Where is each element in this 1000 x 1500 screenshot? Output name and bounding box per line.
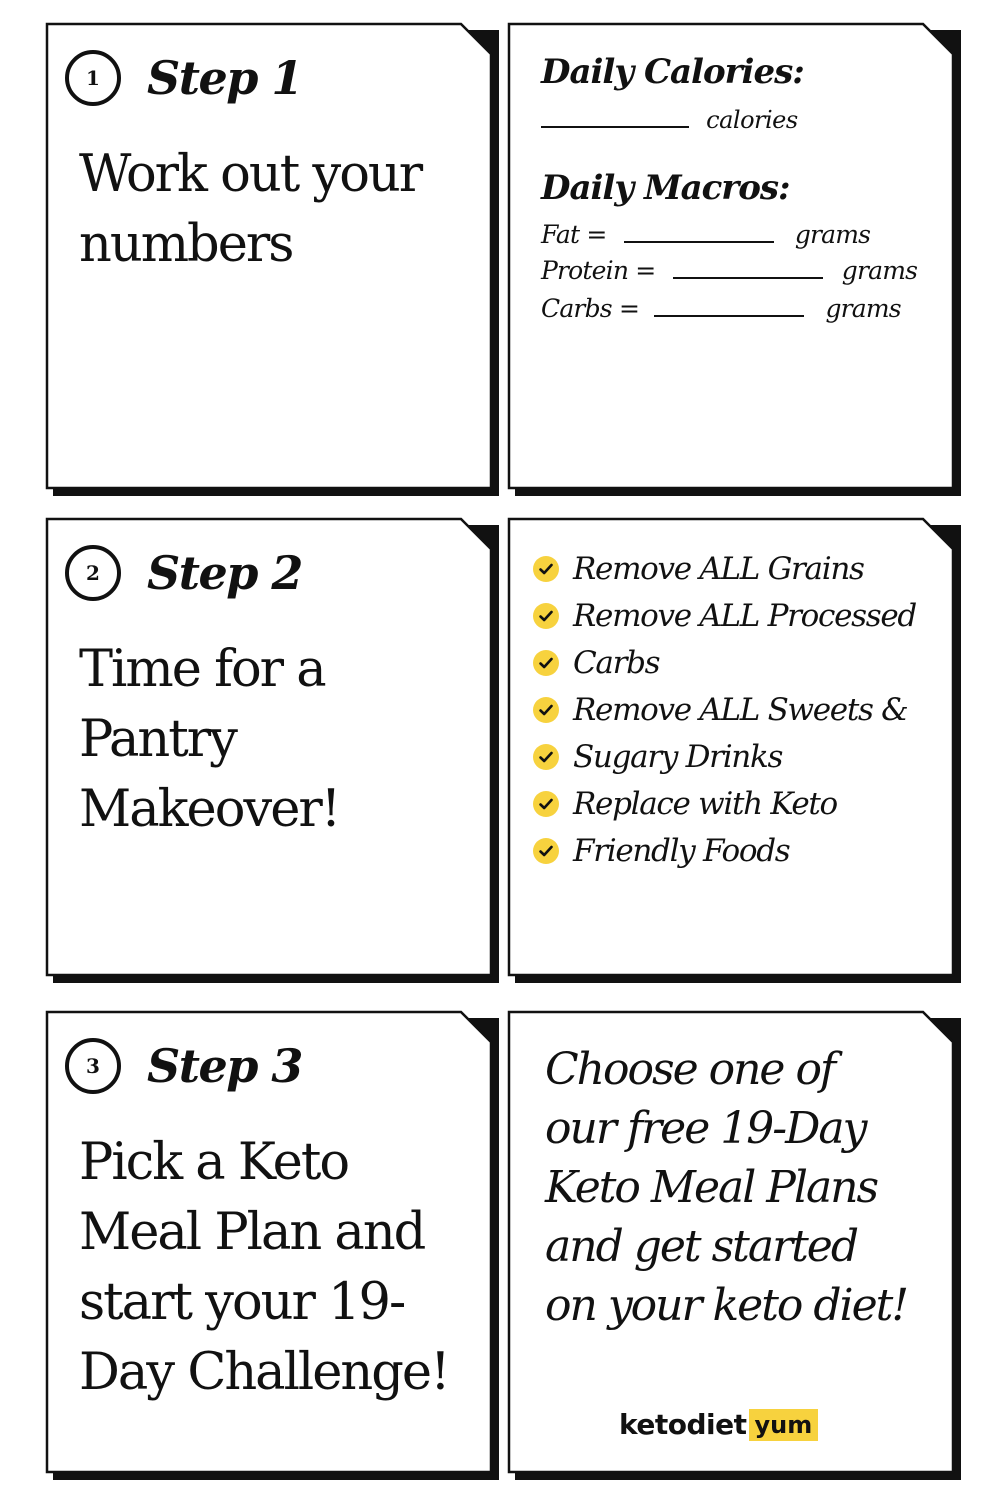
checklist-item-label: Sugary Drinks xyxy=(573,738,783,775)
macro-unit: grams xyxy=(825,294,901,323)
macro-row-carbs xyxy=(541,294,901,323)
daily-macros-heading: Daily Macros: xyxy=(541,168,790,208)
macro-label: Protein = xyxy=(541,256,656,285)
checklist-item-label: Remove ALL Sweets & xyxy=(573,691,908,728)
meal-plan-text: Choose one of our free 19-Day Keto Meal Plans and get started on your keto diet! xyxy=(545,1044,908,1331)
step3-card xyxy=(45,1010,493,1480)
checklist-item-label: Carbs xyxy=(573,644,660,681)
step-number-badge: 3 xyxy=(65,1038,121,1094)
meal-plan-card xyxy=(507,1010,955,1480)
step1-card xyxy=(45,22,493,492)
step-title: Step 2 xyxy=(147,546,302,600)
macro-label: Carbs = xyxy=(541,294,640,323)
check-icon xyxy=(533,744,559,770)
checklist-item xyxy=(533,733,916,780)
numbers-card xyxy=(507,22,955,492)
calories-unit: calories xyxy=(706,106,798,134)
checklist-item xyxy=(533,827,916,874)
brand-logo[interactable] xyxy=(619,1408,818,1441)
checklist-item-label: Remove ALL Processed xyxy=(573,597,916,634)
check-icon xyxy=(533,556,559,582)
step-description: Time for a Pantry Makeover! xyxy=(79,640,340,839)
pantry-checklist-card xyxy=(507,517,955,987)
check-icon xyxy=(533,697,559,723)
calories-blank[interactable] xyxy=(541,126,689,128)
macro-blank[interactable] xyxy=(654,315,804,317)
brand-logo-tag: yum xyxy=(749,1409,819,1441)
checklist-item xyxy=(533,686,916,733)
macro-row-protein xyxy=(541,256,917,285)
step-description: Pick a Keto Meal Plan and start your 19-Day Challenge! xyxy=(79,1133,449,1402)
checklist-item-label: Replace with Keto xyxy=(573,785,837,822)
macro-blank[interactable] xyxy=(673,277,823,279)
calories-row xyxy=(541,106,798,134)
step-title: Step 3 xyxy=(147,1039,302,1093)
checklist-item xyxy=(533,639,916,686)
step-description: Work out your numbers xyxy=(79,145,422,274)
macro-unit: grams xyxy=(841,256,918,285)
checklist-item-label: Friendly Foods xyxy=(573,832,790,869)
macro-row-fat xyxy=(541,220,870,249)
checklist-item xyxy=(533,592,916,639)
step-number-badge: 2 xyxy=(65,545,121,601)
macro-unit: grams xyxy=(794,220,871,249)
checklist-item xyxy=(533,780,916,827)
macro-label: Fat = xyxy=(541,220,607,249)
check-icon xyxy=(533,838,559,864)
checklist-item-label: Remove ALL Grains xyxy=(573,550,864,587)
step2-card xyxy=(45,517,493,987)
check-icon xyxy=(533,603,559,629)
daily-calories-heading: Daily Calories: xyxy=(541,52,804,92)
brand-logo-main: ketodiet xyxy=(619,1408,747,1441)
step-number-badge: 1 xyxy=(65,50,121,106)
check-icon xyxy=(533,650,559,676)
step-title: Step 1 xyxy=(147,51,302,105)
macro-blank[interactable] xyxy=(624,241,774,243)
checklist-item xyxy=(533,545,916,592)
pantry-checklist xyxy=(533,545,916,874)
check-icon xyxy=(533,791,559,817)
